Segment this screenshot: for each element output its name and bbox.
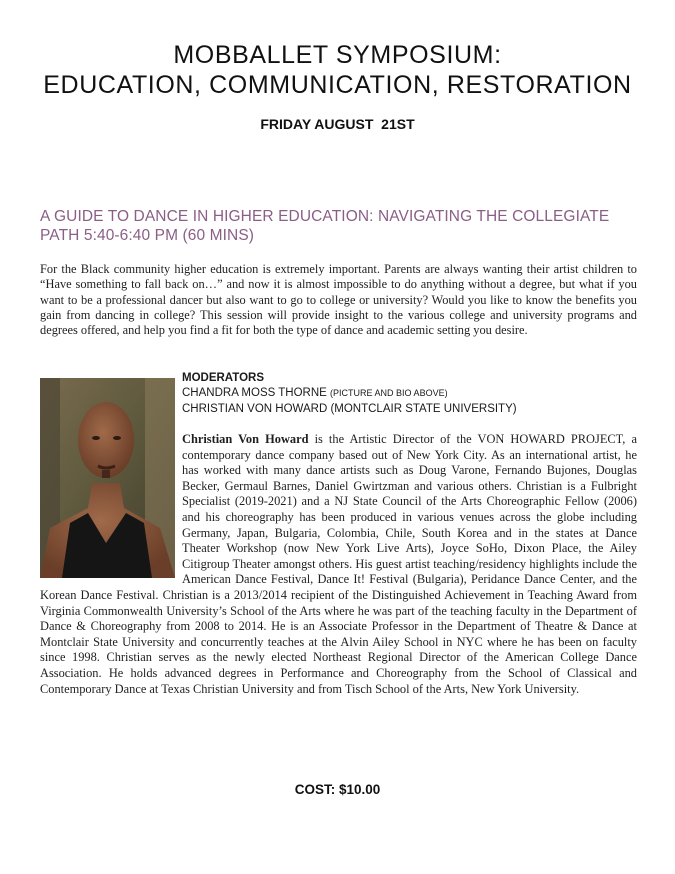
session-title: A GUIDE TO DANCE IN HIGHER EDUCATION: NAVIGATING THE COLLEGIATE PATH 5:40-6:40 PM (60 MINS)	[40, 208, 610, 244]
moderators-heading: MODERATORS	[182, 372, 264, 384]
moderator-name: CHANDRA MOSS THORNE	[182, 387, 327, 399]
session-description: For the Black community higher education is extremely important. Parents are always wanting their artist children to “Have something to fall back on…” and now it is almost impossible to do anything without a degree, but what if you want to be a professional dancer but also want to go to college or university? Would you like to know the benefits you gain from dancing in college? This session will provide insight to the various college and university programs and degrees offered, and help you find a fit for both the type of dance and academic setting you desire.	[40, 262, 637, 338]
moderator-note: (PICTURE AND BIO ABOVE)	[330, 388, 448, 398]
photo-spacer	[40, 432, 182, 580]
cost-label: COST: $10.00	[294, 782, 381, 797]
bio-text: is the Artistic Director of the VON HOWARD PROJECT, a contemporary dance company based out of New York City. As an international artist, he has worked with many dance artists such as Doug Varone, Fernando Bujones, Douglas Becker, Germaul Barnes, Daniel Gwirtzman and various others. Christian is a Fulbright Specialist (2019-2021) and a NJ State Council of the Arts Choreographic Fellow (2006) and his choreography has been produced in various venues across the globe including Germany, Japan, Bulgaria, Colombia, Chile, South Korea and in the states at Dance Theater Workshop (now New York Live Arts), Joyce SoHo, Dixon Place, the Ailey Citigroup Theater amongst others. His guest artist teaching/residency highlights include the American Dance Festival, Dance It! Festival (Bulgaria), Peridance Dance Center, and the Korean Dance Festival. Christian is a 2013/2014 recipient of the Distinguished Achievement in Teaching Award from Virginia Commonwealth University’s School of the Arts where he was part of the teaching faculty in the Department of Dance & Choreography from 2008 to 2014. He is an Associate Professor in the Department of Theatre & Dance at Montclair State University and concurrently teaches at the Alvin Ailey School in NYC where he has been on faculty since 1998. Christian serves as the newly elected Northeast Regional Director of the American College Dance Association. He holds advanced degrees in Performance and Choreography from the School of Classical and Contemporary Dance at Texas Christian University and from Tisch School of the Arts, New York University.	[40, 432, 637, 696]
moderator-item	[182, 385, 642, 401]
moderator-bio	[40, 432, 637, 697]
page-title	[0, 40, 675, 100]
moderator-item	[182, 401, 642, 417]
title-line-2: EDUCATION, COMMUNICATION, RESTORATION	[43, 71, 632, 99]
moderator-name: CHRISTIAN VON HOWARD (MONTCLAIR STATE UNIVERSITY)	[182, 403, 517, 415]
moderators-block	[182, 371, 642, 417]
bio-lead-name: Christian Von Howard	[182, 432, 309, 446]
event-date: FRIDAY AUGUST 21ST	[260, 116, 415, 132]
title-line-1: MOBBALLET SYMPOSIUM:	[173, 41, 502, 69]
